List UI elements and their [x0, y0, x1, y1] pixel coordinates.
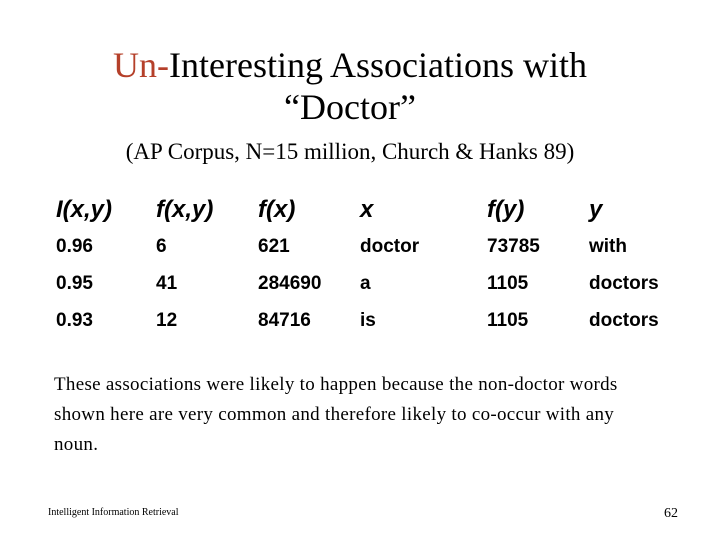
- table-cell: doctors: [589, 272, 659, 294]
- table-cell: 284690: [258, 272, 322, 294]
- header-y-frequency: f(y): [487, 196, 525, 223]
- table-row: [48, 302, 687, 339]
- table-cell: doctors: [589, 309, 659, 331]
- title-line-2: “Doctor”: [284, 87, 416, 127]
- table-row: [48, 228, 687, 265]
- table-header-row: [48, 192, 687, 228]
- table-cell: 12: [156, 309, 178, 331]
- table-cell: 41: [156, 272, 178, 294]
- title-highlight: Un-: [113, 45, 170, 85]
- table-cell: 0.93: [56, 309, 93, 331]
- page-number: 62: [664, 506, 678, 521]
- table-cell: doctor: [360, 235, 420, 257]
- header-mutual-information: I(x,y): [56, 196, 113, 223]
- table-cell: is: [360, 309, 376, 331]
- table-row: [48, 265, 687, 302]
- table-cell: with: [589, 235, 627, 257]
- table-cell: 1105: [487, 309, 529, 331]
- title-main: Interesting Associations with: [169, 45, 587, 85]
- header-y: y: [589, 196, 603, 223]
- association-table: [48, 192, 687, 339]
- slide-title: [0, 44, 700, 128]
- slide-body-text: These associations were likely to happen because the non-doctor words shown here are very common and therefore likely to co-occur with any noun.: [54, 374, 618, 455]
- table-cell: 621: [258, 235, 290, 257]
- header-x-frequency: f(x): [258, 196, 296, 223]
- table-cell: 0.95: [56, 272, 93, 294]
- table-cell: 84716: [258, 309, 311, 331]
- table-cell: 6: [156, 235, 167, 257]
- header-x: x: [360, 196, 374, 223]
- slide-footer: Intelligent Information Retrieval: [48, 507, 179, 518]
- table-cell: 73785: [487, 235, 540, 257]
- table-cell: 1105: [487, 272, 529, 294]
- table-cell: 0.96: [56, 235, 93, 257]
- header-joint-frequency: f(x,y): [156, 196, 214, 223]
- table-cell: a: [360, 272, 371, 294]
- slide-subtitle: (AP Corpus, N=15 million, Church & Hanks 89): [125, 139, 575, 164]
